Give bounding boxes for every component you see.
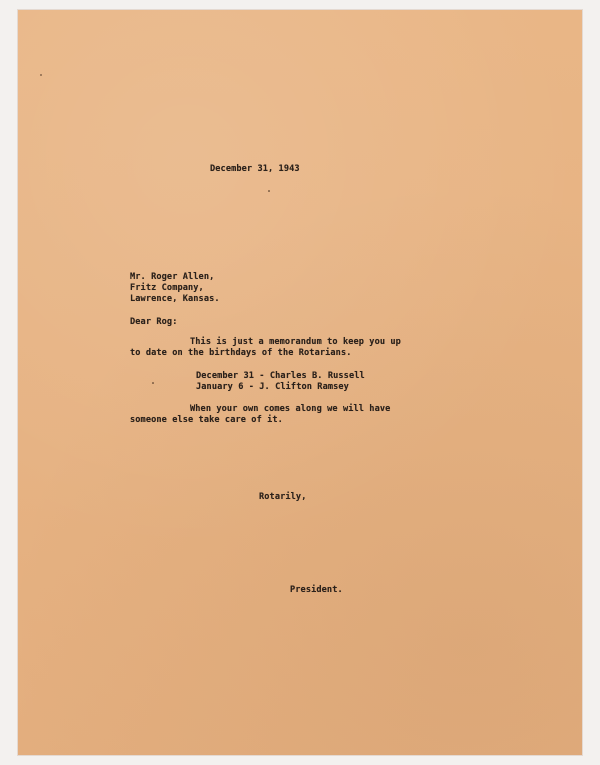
recipient-name: Mr. Roger Allen, [130, 272, 215, 282]
recipient-location: Lawrence, Kansas. [130, 294, 220, 304]
letter-date: December 31, 1943 [210, 164, 300, 174]
birthday-entry: December 31 - Charles B. Russell [196, 371, 365, 381]
body-paragraph-1-line-2: to date on the birthdays of the Rotarians. [130, 348, 352, 358]
paper-speck [152, 382, 154, 384]
signature-title: President. [290, 585, 343, 595]
salutation: Dear Rog: [130, 317, 178, 327]
paper-speck [268, 190, 270, 192]
paper-speck [40, 74, 42, 76]
letter-page [18, 10, 582, 755]
body-paragraph-2-line-1: When your own comes along we will have [190, 404, 391, 414]
body-paragraph-1-line-1: This is just a memorandum to keep you up [190, 337, 401, 347]
body-paragraph-2-line-2: someone else take care of it. [130, 415, 283, 425]
birthday-entry: January 6 - J. Clifton Ramsey [196, 382, 349, 392]
closing: Rotarily, [259, 492, 307, 502]
recipient-company: Fritz Company, [130, 283, 204, 293]
